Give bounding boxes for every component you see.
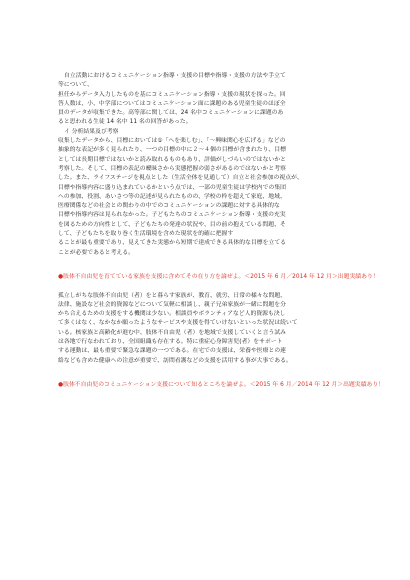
body-paragraph-line: は各地で行なわれており、全国組織も存在する。特に重症心身障害児(者）をサポート xyxy=(58,339,283,346)
body-paragraph-line: して、子どもたちを取り巻く生活環境を含めた現状を的確に把握す xyxy=(58,231,234,238)
body-paragraph-line: する運動は、最も重要で緊急な課題の一つである。在宅での支援は、栄養や医療との連 xyxy=(58,348,287,355)
body-paragraph-line: 目標や指導内容に盛り込まれているかという点では、一部の児童生徒は学校内での集団 xyxy=(58,184,287,191)
document-page xyxy=(58,72,385,390)
exam-question-heading: ●肢体不自由児のコミュニケーション支援について知るところを論ぜよ。＜2015 年 6 月／2014 年 12 月＞出題実績あり！ xyxy=(58,381,385,388)
section-heading: イ 分析結果及び考察 xyxy=(64,128,119,135)
body-paragraph-line: 員のデータが収集できた。高等部に関しては、24 名中コミュニケーションに課題のあ xyxy=(58,110,284,117)
exam-question-heading: ●肢体不自由児を育てている家族を支援に含めてその在り方を論ぜよ。＜2015 年 6 月／2014 年 12 月＞出題実績あり！ xyxy=(58,273,379,280)
body-paragraph-line: 目標や指導内容は見られなかった。子どもたちのコミュニケーション指導・支援の充実 xyxy=(58,212,286,219)
body-paragraph-line: 収集したデータから、目標においては①「へを楽しむ」、「～興味関心を広げる」などの xyxy=(58,138,286,145)
body-paragraph-line: て多くはなく、なかなか願ったようなサービスや支援を得ていけないといった状況は続いて xyxy=(58,320,298,327)
body-paragraph-line: 孤立しがちな肢体不自由児（者）をと暮らす家族が、教育、就労、日常の様々な問題、 xyxy=(58,292,287,299)
body-paragraph-line: いる。核家族と高齢化が進む中、肢体不自由児（者）を地域で支援していくと言う試み xyxy=(58,329,287,336)
body-paragraph-line: を図るための方向性として、子どもたちの発達の状況や、目の前の抱えている問題、そ xyxy=(58,221,286,228)
body-paragraph-line: 法律、施設など社会的資源などについて気軽に相談し、親子兄弟家族が一緒に問題を分 xyxy=(58,301,286,308)
body-paragraph-line: 担任からデータ入力したものを基にコミュニケーション指導・支援の現状を探った。回 xyxy=(58,91,286,98)
body-paragraph-line: 医療関係などの社会との関わりの中でのコミュニケーションの課題に対する具体的な xyxy=(58,203,280,210)
body-paragraph-line: かち合えるための支援をする機関は少ない。相談員やボランティアなど人的資源も決し xyxy=(58,311,286,318)
body-paragraph-line: 自立活動におけるコミュニケーション指導・支援の目標や指導・支援の方法や手立て xyxy=(64,73,286,79)
body-paragraph-line: 抽象的な表記が多く見られたり、一つの目標の中に２～４個の目標が含まれたり、目標 xyxy=(58,147,287,154)
body-paragraph-line: 考察した。そして、目標の表記の曖昧さから実態把握の弱さがあるのではないかと考察 xyxy=(58,165,286,172)
body-paragraph-line: 絡なども含めた健康への注意が重要で、訪問看護などの支援を活用する事が大事である。 xyxy=(58,357,292,364)
body-paragraph-line: ことが必要であると考える。 xyxy=(58,249,135,256)
body-paragraph-line: 答人数は、小、中学部についてはコミュニケーション面に課題のある児童生徒のほぼ全 xyxy=(58,100,286,107)
body-paragraph-line: 等について、 xyxy=(58,82,93,89)
body-paragraph-line: ると思われる生徒 14 名中 11 名の回答があった。 xyxy=(58,119,192,126)
body-paragraph-line: への参加、役割、あいさつ等の記述が見られたものの、学校の枠を超えて家庭、地域、 xyxy=(58,193,286,200)
body-paragraph-line: した。また、ライフステージを視点とした（生活全体を見通して）自立と社会参加の視点が、 xyxy=(58,175,303,182)
body-paragraph-line: ることが最も重要であり、見えてきた実態から短期で達成できる具体的な目標を立てる xyxy=(58,240,287,247)
body-paragraph-line: としては長期目標ではないかと読み取れるものもあり、評価がしづらいのではないかと xyxy=(58,156,287,163)
